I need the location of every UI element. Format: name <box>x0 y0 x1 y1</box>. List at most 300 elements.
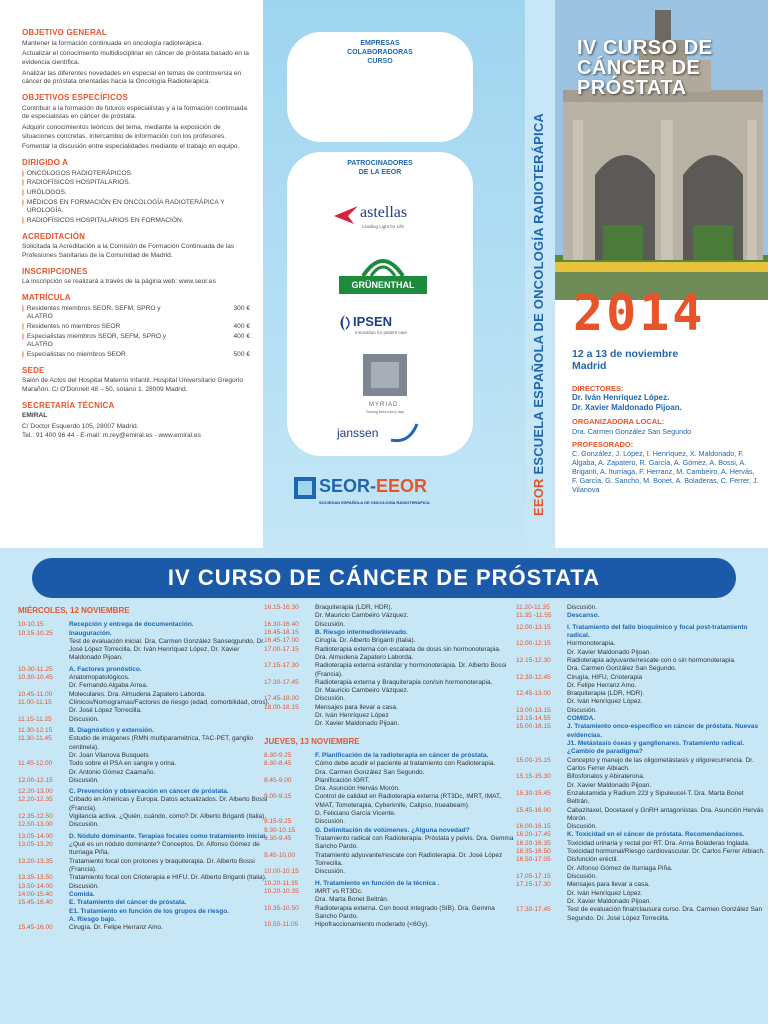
colaboradoras-box <box>287 32 473 142</box>
myriad-logo: MYRIAD. Saving lives every day <box>359 352 411 404</box>
session-row <box>18 630 270 638</box>
acreditacion-heading: ACREDITACIÓN <box>22 231 86 241</box>
session-row <box>18 638 270 663</box>
session-row <box>18 858 270 875</box>
session-row <box>264 921 514 929</box>
session-title: Enzalutamida y Radium 223 y Sipuleucel-T. Dra. Marta Bonet Beltrán. <box>567 789 744 806</box>
session-row <box>516 624 766 641</box>
session-time: 10.30-10.45 <box>18 674 53 682</box>
session-title: Vigilancia activa. ¿Quién, cuándo, cómo? Dr. Alberto Briganti (Italia). <box>69 813 267 821</box>
session-time: 11.30-12.15 <box>18 726 53 734</box>
session-title: K. Toxicidad en el cáncer de próstata. Recomendaciones. <box>567 831 745 839</box>
session-time: 16.20-16.35 <box>516 839 551 847</box>
session-row <box>18 752 270 760</box>
session-row <box>264 704 514 712</box>
session-row <box>516 773 766 781</box>
objetivo-general-p1: Mantener la formación continuada en oncología radioterápica. <box>22 39 204 47</box>
session-title: Test de evaluación inicial. Dra. Carmen González Sanseqgundo, Dr. José López Torrecilla, Dr. Iván Henríquez López, Dr. Xavier Maldonado Pijoan. <box>69 637 265 662</box>
session-time: 16.30-16.40 <box>264 620 299 628</box>
patrocinadores-box <box>287 152 473 456</box>
session-title: Radioterapia externa y Braquiterapia con/sin hormonoterapia. <box>315 678 493 686</box>
profesorado-label: PROFESORADO: <box>572 439 634 449</box>
session-title: Estudio de imágenes (RMN multiparamétrica, TAC-PET, ganglio centinela). <box>69 735 253 751</box>
session-title: J1. Metástasis óseas y ganglionares. Tratamiento radical. ¿Cambio de paradigma? <box>567 740 745 756</box>
session-row <box>264 637 514 645</box>
session-row <box>18 796 270 813</box>
matricula-heading: MATRÍCULA <box>22 293 71 303</box>
session-time: 17.00-17.15 <box>264 645 299 653</box>
cover-credits <box>572 384 762 494</box>
session-row <box>264 818 514 826</box>
session-title: Dr. Xavier Maldonado Pijoan. <box>567 648 652 656</box>
session-time: 10.35-10.50 <box>264 904 299 912</box>
session-row <box>264 896 514 904</box>
day-heading: JUEVES, 13 NOVIEMBRE <box>264 736 360 746</box>
session-time: 15.45-16.00 <box>18 924 53 932</box>
session-title: Dra. Marta Bonet Beltrán. <box>315 896 389 904</box>
session-list <box>516 604 766 923</box>
fee-row: | Especialistas miembros SEOR, SEFM, SPRO y ALATRO 400 € <box>22 332 250 349</box>
session-row <box>516 865 766 873</box>
session-title: Cirugía. Dr. Felipe Herranz Amo. <box>69 924 163 932</box>
session-title: Toxicidad urinaria y rectal por RT. Dra. Anna Boladeras Inglada. <box>567 839 750 847</box>
session-time <box>516 782 567 790</box>
session-row <box>18 883 270 891</box>
session-time: 17.30-17.45 <box>264 678 299 686</box>
program-column-2 <box>264 604 514 929</box>
session-time <box>18 916 69 924</box>
session-row <box>18 908 270 916</box>
session-row <box>18 682 270 690</box>
inscripciones-text: La inscripción se realizará a través de la página web: www.seor.es <box>22 278 216 286</box>
session-time <box>516 740 567 757</box>
session-title: Cribado en Américas y Europa. Datos actualizados. Dr. Alberto Bossi (Francia). <box>69 796 268 812</box>
session-row <box>516 612 766 620</box>
session-row <box>516 790 766 807</box>
session-time <box>264 712 315 720</box>
secretaria-address: C/ Doctor Esquerdo 105, 28007 Madrid. <box>22 423 139 431</box>
session-time: 12.00-12.15 <box>18 776 53 784</box>
astellas-star-icon <box>332 204 360 226</box>
session-time: 9.30-10.15 <box>264 826 296 834</box>
session-title: Tratamiento focal con Crioterapia e HIFU. Dr. Alberto Briganti (Italia). <box>69 874 267 882</box>
session-row <box>516 723 766 740</box>
session-time: 9.00-9.15 <box>264 793 292 801</box>
session-time: 13.05-14.00 <box>18 832 53 840</box>
session-title: Dr. Fernando Algaba Arrea. <box>69 682 148 690</box>
session-row <box>18 813 270 821</box>
session-row <box>18 691 270 699</box>
session-time: 16.15-16.30 <box>264 604 299 611</box>
session-title: Cirugía. Dr. Alberto Briganti (Italia). <box>315 637 416 645</box>
session-time: 16.20-17.45 <box>516 831 551 839</box>
session-time: 17.15-17.30 <box>264 662 299 670</box>
session-row <box>516 682 766 690</box>
session-row <box>18 727 270 735</box>
session-list <box>264 752 514 930</box>
session-title: Braquiterapia (LDR, HDR). <box>567 690 645 698</box>
director-name: Dr. Iván Henríquez López. <box>572 393 670 403</box>
session-title: Discusión. <box>567 873 597 880</box>
session-title: Dra. Carmen González San Segundo. <box>315 768 425 776</box>
session-time: 12.30-12.45 <box>516 673 551 681</box>
session-time: 11.00-11.15 <box>18 699 52 707</box>
sede-text: Salón de Actos del Hospital Materno Infantil. Hospital Universitario Gregorio Marañón. C/ O'Donnell 48 – 50, sótano 1. 28009 Madrid. <box>22 377 243 394</box>
session-time: 18.00-18.15 <box>264 703 299 711</box>
session-time <box>264 810 315 818</box>
session-time: 10.20-10.35 <box>264 887 299 895</box>
session-row <box>516 873 766 881</box>
session-time: 15.30-15.45 <box>516 789 551 797</box>
session-title: E1. Tratamiento en función de los grupos de riesgo. <box>69 907 229 915</box>
session-time: 16.45-17.00 <box>264 637 299 645</box>
session-title: Dra. Carmen González San Segundo. <box>567 665 677 673</box>
session-row <box>264 793 514 810</box>
session-time <box>516 898 567 906</box>
astellas-logo: astellas Leading Light for Life <box>332 204 432 234</box>
session-title: Radioterapia externa con escalada de dosis sin hormonoterapia. Dra. Almudena Zapatero Laborda. <box>315 645 501 661</box>
session-title: D. Nódulo dominante. Terapias focales como tratamiento inicial. <box>69 832 267 840</box>
objetivos-especificos-p3: Fomentar la discusión entre especialidades mediante el trabajo en equipo. <box>22 143 240 151</box>
session-title: F. Planificación de la radioterapia en cáncer de próstata. <box>315 751 489 759</box>
session-time: 10-10.15 <box>18 621 44 629</box>
session-time <box>18 682 69 690</box>
session-time: 10-30-11.25 <box>18 665 53 673</box>
session-title: Concepto y manejo de las oligometástasis y oligorecurrencia. Dr. Carlos Ferrer Albiach. <box>567 756 754 772</box>
session-row <box>516 657 766 665</box>
session-row <box>18 924 270 932</box>
session-row <box>18 674 270 682</box>
session-time <box>18 638 69 663</box>
session-title: Dr. Iván Henríquez López. <box>567 889 643 897</box>
session-time: 15.00-15.15 <box>516 756 551 764</box>
session-time: 17.05-17.15 <box>516 873 551 880</box>
session-row <box>264 679 514 687</box>
seor-emblem-icon <box>293 476 317 500</box>
session-time: 16.00-16.15 <box>516 823 551 831</box>
session-row <box>18 788 270 796</box>
session-row <box>516 840 766 848</box>
session-time <box>18 752 69 760</box>
fee-row: | Residentes no miembros SEOR 400 € <box>22 323 250 331</box>
session-title: Discusión. <box>567 604 597 611</box>
session-time: 12.15-12.30 <box>516 656 551 664</box>
session-row <box>516 740 766 757</box>
session-time: 10.50-11.05 <box>264 921 299 929</box>
session-title: Test de evaluación final/clausura curso. Dra. Carmen González San Segundo. Dr. José López Torrecilla. <box>567 906 763 922</box>
session-row <box>18 874 270 882</box>
session-row <box>516 890 766 898</box>
session-row <box>264 810 514 818</box>
session-row <box>264 868 514 876</box>
session-row <box>264 888 514 896</box>
session-time: 13.50-14.00 <box>18 882 53 890</box>
session-title: Mensajes para llevar a casa. <box>315 703 398 711</box>
session-row <box>516 831 766 839</box>
organizadora-label: ORGANIZADORA LOCAL: <box>572 417 665 427</box>
session-title: COMIDA. <box>567 715 596 723</box>
session-row <box>516 757 766 774</box>
session-row <box>516 906 766 923</box>
session-time: 9.15-9.25 <box>264 818 292 826</box>
session-title: Radioterapia adyuvante/rescate con o sin hormonoterapia. <box>567 656 736 664</box>
session-row <box>18 769 270 777</box>
session-title: Dr. Iván Henríquez López. <box>567 698 643 706</box>
session-title: Discusión. <box>315 818 345 826</box>
session-time: 12.50-13.00 <box>18 821 53 829</box>
session-title: A. Factores pronóstico. <box>69 665 142 673</box>
session-title: Discusión. <box>69 715 99 723</box>
session-row <box>264 604 514 612</box>
session-time: 8.45-9.00 <box>264 776 292 784</box>
session-time: 16.45-18.15 <box>264 628 299 636</box>
session-title: Hipofraccionamiento moderado (<6Gy). <box>315 921 429 929</box>
session-time: 14.00-15.40 <box>18 890 53 898</box>
secretaria-name: EMIRAL <box>22 412 48 420</box>
session-time: 11.30-11.45 <box>18 735 52 743</box>
session-title: Tratamiento radical con Radioterapia. Próstata y pelvis. Dra. Gemma Sancho Pardo. <box>315 835 514 851</box>
session-title: Dr. Xavier Maldonado Pijoan. <box>567 897 652 905</box>
session-time <box>18 908 69 916</box>
session-row <box>516 604 766 612</box>
session-time: 15.45-16.00 <box>516 806 551 814</box>
session-row <box>516 690 766 698</box>
secretaria-heading: SECRETARÍA TÉCNICA <box>22 400 115 410</box>
session-row <box>264 612 514 620</box>
session-time: 8.30-9.25 <box>264 751 292 759</box>
session-time: 13.35-13.50 <box>18 874 53 882</box>
session-row <box>516 807 766 824</box>
session-time: 13.05-13.20 <box>18 841 53 849</box>
session-title: Dr. Felipe Herranz Amo. <box>567 681 637 689</box>
session-title: Recepción y entrega de documentación. <box>69 621 194 629</box>
program-banner: IV CURSO DE CÁNCER DE PRÓSTATA <box>32 558 736 598</box>
session-title: Discusión. <box>315 695 345 703</box>
session-title: A. Riesgo bajo. <box>69 915 116 923</box>
session-row <box>516 640 766 648</box>
session-title: Cómo debe acudir el paciente al tratamiento con Radioterapia. <box>315 760 496 768</box>
session-row <box>18 899 270 907</box>
session-title: Dr. Xavier Maldonado Pijoan. <box>567 781 652 789</box>
session-row <box>18 716 270 724</box>
session-title: Anatomopatológicos. <box>69 674 130 682</box>
session-time: 12.35-12.50 <box>18 813 53 821</box>
cover-panel <box>555 0 768 548</box>
puerta-alcala-photo <box>555 0 768 300</box>
objetivo-general-heading: OBJETIVO GENERAL <box>22 28 107 37</box>
session-row <box>264 695 514 703</box>
session-row <box>18 621 270 629</box>
session-title: B. Riesgo intermedio/elevado. <box>315 628 408 636</box>
session-title: G. Delimitación de volúmenes. ¿Alguna novedad? <box>315 826 470 834</box>
session-title: Cirugía, HIFU, Crioterapia <box>567 673 643 681</box>
session-title: Dr. Xavier Maldonado Pijoan. <box>315 720 400 728</box>
session-time <box>516 682 567 690</box>
session-time: 8.30-8.45 <box>264 760 292 768</box>
session-title: C. Prevención y observación en cáncer de próstata. <box>69 788 229 796</box>
session-row <box>264 785 514 793</box>
session-title: Comida. <box>69 890 95 898</box>
session-time: 12.00-13.15 <box>516 623 551 631</box>
sede-heading: SEDE <box>22 365 45 375</box>
session-row <box>18 666 270 674</box>
session-time: 17.30-17.45 <box>516 906 551 914</box>
session-title: Moleculares. Dra. Almudena Zapatero Laborda. <box>69 690 206 698</box>
session-row <box>18 841 270 858</box>
session-title: Tratamiento adyuvante/rescate con Radioterapia. Dr. José López Torrecilla. <box>315 851 503 867</box>
session-title: Inauguración. <box>69 629 112 637</box>
session-time <box>516 865 567 873</box>
session-title: Dr. Alfonso Gómez de Iturriaga Piña. <box>567 864 673 872</box>
session-title: Radioterapia externa estándar y hormonoterapia. Dr. Alberto Bossi (Francia). <box>315 662 507 678</box>
cover-dates: 12 a 13 de noviembre Madrid <box>572 348 679 373</box>
session-title: Discusión. <box>567 706 597 714</box>
session-time: 10.45-11.00 <box>18 690 53 698</box>
session-row <box>264 646 514 663</box>
session-row <box>18 821 270 829</box>
janssen-logo: janssen <box>337 422 427 446</box>
session-title: Disfunción eréctil. <box>567 856 619 864</box>
info-column <box>22 28 250 440</box>
session-time: 13.20-13.35 <box>18 857 53 865</box>
session-title: Toxicidad hormonal/Riesgo cardiovascular. Dr. Carlos Ferrer Albiach. <box>567 848 765 856</box>
session-row <box>516 856 766 864</box>
day-heading: MIÉRCOLES, 12 NOVIEMBRE <box>18 606 130 615</box>
session-row <box>264 777 514 785</box>
ipsen-mark-icon <box>337 314 351 332</box>
session-time: 12.00-12.15 <box>516 640 551 648</box>
session-time: 16.35-16.50 <box>516 848 551 856</box>
session-row <box>264 662 514 679</box>
session-row <box>18 699 270 716</box>
session-time: 12.20-12.35 <box>18 796 53 804</box>
session-time: 10.20-11.35 <box>264 879 299 887</box>
session-time <box>18 769 69 777</box>
session-title: Tratamiento focal con protones y braquiterapia. Dr. Alberto Bossi (Francia). <box>69 857 255 873</box>
session-time <box>264 785 315 793</box>
session-time: 15.00-16.15 <box>516 723 551 731</box>
session-row <box>264 827 514 835</box>
session-time <box>516 665 567 673</box>
session-row <box>516 782 766 790</box>
session-title: Dr. Mauricio Cambeiro Vázquez. <box>315 612 409 620</box>
session-time <box>516 890 567 898</box>
session-row <box>264 712 514 720</box>
session-time: 10.00-10.15 <box>264 868 299 876</box>
director-name: Dr. Xavier Maldonado Pijoan. <box>572 403 682 413</box>
school-name: EEOR ESCUELA ESPAÑOLA DE ONCOLOGÍA RADIOTERÁPICA <box>531 112 546 516</box>
program-column-1 <box>18 604 270 932</box>
session-title: Control de calidad en Radioterapia externa (RT3Dc, IMRT, IMAT, VMAT, Tomoterapia, Cyberknife, Calipso, trueabeam). <box>315 793 502 809</box>
session-time: 9.30-9.45 <box>264 835 292 843</box>
session-title: Dr. Antonio Gómez Caamaño. <box>69 768 156 776</box>
session-row <box>264 852 514 869</box>
session-title: Radioterapia externa. Con boost integrado (SIB). Dra. Gemma Sancho Pardo. <box>315 904 495 920</box>
ipsen-logo: IPSEN Innovation for patient care <box>337 314 427 340</box>
session-title: D. Feliciano García Vicente. <box>315 810 396 818</box>
session-row <box>264 769 514 777</box>
session-title: Cabazitaxel, Docetaxel y GnRH antagonistas. Dra. Asunción Hervás Morón. <box>567 806 764 822</box>
session-title: Braquiterapia (LDR, HDR). <box>315 604 393 611</box>
session-time: 11.45-12.00 <box>18 760 53 768</box>
session-title: B. Diagnóstico y extensión. <box>69 726 154 734</box>
session-row <box>18 760 270 768</box>
session-time <box>264 720 315 728</box>
dirigido-heading: DIRIGIDO A <box>22 158 69 168</box>
session-time: 11.35 -11.55 <box>516 612 552 620</box>
session-time <box>264 687 315 695</box>
cover-title: IV CURSO DE CÁNCER DE PRÓSTATA <box>577 37 713 99</box>
cover-year: 2014 <box>573 284 706 342</box>
session-row <box>264 752 514 760</box>
session-title: Dra. Asunción Hervás Morón. <box>315 785 400 793</box>
session-title: Planificación IGRT. <box>315 776 370 784</box>
sponsors-panel <box>263 0 525 548</box>
session-row <box>18 891 270 899</box>
grunenthal-arc-icon <box>339 252 427 278</box>
session-row <box>516 698 766 706</box>
fee-row: | Residentes miembros SEOR, SEFM, SPRO y ALATRO 300 € <box>22 304 250 321</box>
session-title: Discusión. <box>315 868 345 876</box>
session-title: Clínicos/Nomogramas/Factores de riesgo (edad, comorbilidad, otros). Dr. José López Torrecilla. <box>69 699 270 715</box>
session-row <box>264 905 514 922</box>
organizadora-name: Dra. Carmen González San Segundo <box>572 426 692 436</box>
session-title: J. Tratamiento onco-específico en cáncer de próstata. Nuevas evidencias. <box>567 723 759 739</box>
session-row <box>516 665 766 673</box>
session-time: 13.15-14.55 <box>516 715 551 723</box>
program-section <box>0 548 768 1024</box>
session-time: 9.45-10.00 <box>264 851 296 859</box>
colaboradoras-heading: EMPRESAS COLABORADORAS CURSO <box>347 40 413 65</box>
dirigido-item: | RADIOFÍSICOS HOSPITALARIOS EN FORMACIÓN. <box>22 217 184 225</box>
session-title: Discusión. <box>69 882 99 890</box>
session-title: E. Tratamiento del cáncer de próstata. <box>69 899 187 907</box>
session-row <box>516 881 766 889</box>
session-time: 12.20-13.00 <box>18 788 53 796</box>
session-title: IMRT vs RT3Dc. <box>315 887 363 895</box>
session-time <box>516 698 567 706</box>
session-row <box>516 898 766 906</box>
dirigido-item: | URÓLOGOS. <box>22 189 67 197</box>
session-title: Discusión. <box>567 823 597 831</box>
fee-row: | Especialistas no miembros SEOR 500 € <box>22 351 250 359</box>
session-list <box>18 621 270 932</box>
janssen-swoosh-icon <box>389 422 419 444</box>
objetivo-general-p2: Actualizar el conocimiento multidisciplinar en cáncer de próstata basado en la evidencia científica. <box>22 50 249 66</box>
inscripciones-heading: INSCRIPCIONES <box>22 266 88 276</box>
session-title: Mensajes para llevar a casa. <box>567 881 650 889</box>
session-title: I. Tratamiento del fallo bioquímico y focal post-tratamiento radical. <box>567 623 748 639</box>
myriad-emblem-icon <box>359 352 411 398</box>
session-time: 11.15-11.25 <box>18 715 52 723</box>
session-row <box>264 720 514 728</box>
session-time <box>264 769 315 777</box>
program-column-3 <box>516 604 766 923</box>
grunenthal-logo: GRÜNENTHAL <box>339 252 427 298</box>
session-row <box>264 880 514 888</box>
secretaria-contact: Tel.: 91 400 96 44 - E-mail: m.rey@emiral.es - www.emiral.es <box>22 431 201 439</box>
session-row <box>264 687 514 695</box>
session-row <box>18 916 270 924</box>
session-row <box>516 649 766 657</box>
session-title: Todo sobre el PSA en sangre y orina. <box>69 760 177 768</box>
patrocinadores-heading: PATROCINADORES DE LA EEOR <box>347 160 413 176</box>
session-title: Discusión. <box>69 821 99 829</box>
objetivos-especificos-p2: Adquirir conocimientos teóricos del tema, mediante la exposición de situaciones concretas. Intercambio de información con los profesores. <box>22 124 227 140</box>
session-title: Dr. Mauricio Cambeiro Vázquez. <box>315 687 409 695</box>
session-title: Discusión. <box>69 776 99 784</box>
dirigido-item: | MÉDICOS EN FORMACIÓN EN ONCOLOGÍA RADIOTERÁPICA Y UROLOGÍA. <box>22 198 225 215</box>
